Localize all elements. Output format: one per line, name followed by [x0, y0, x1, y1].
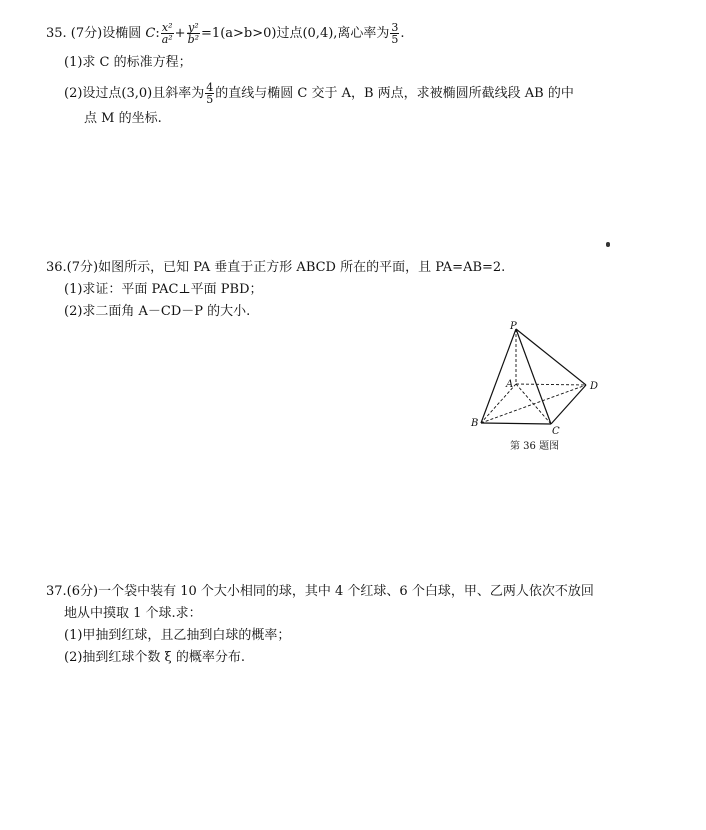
q35-part2-cont: 点 M 的坐标.: [84, 111, 162, 126]
diag-bd: [481, 385, 586, 423]
q35-frac-y: [187, 22, 200, 45]
edge-bc: [481, 423, 551, 424]
q35-frac-x: [161, 22, 174, 45]
q35-plus: +: [174, 26, 186, 41]
figure-caption: 第 36 题图: [510, 441, 560, 452]
q37-line2: 地从中摸取 1 个球.求：: [64, 606, 202, 621]
q35-part2: [64, 82, 574, 105]
edge-cd: [551, 385, 586, 424]
pyramid-figure: [466, 320, 616, 450]
q37-part2: (2)抽到红球个数 ξ 的概率分布.: [64, 650, 245, 665]
q36-header: 36.(7分)如图所示，已知 PA 垂直于正方形 ABCD 所在的平面，且 PA=AB=2.: [46, 260, 506, 275]
q35-head-b: =1(a>b>0)过点(0,4),离心率为: [201, 26, 390, 41]
label-d: D: [590, 381, 599, 392]
q35-ellipse-name: C: [145, 26, 156, 41]
q36-part1: (1)求证：平面 PAC⊥平面 PBD；: [64, 282, 263, 297]
q35-part2-b: 的直线与椭圆 C 交于 A，B 两点，求被椭圆所截线段 AB 的中: [215, 86, 574, 101]
label-b: B: [471, 418, 479, 429]
frac-slope-num: 4: [206, 81, 214, 94]
frac-slope-den: 5: [206, 93, 214, 106]
q35-frac-slope: [205, 82, 214, 105]
label-a: A: [506, 379, 514, 390]
label-p: P: [510, 321, 517, 332]
frac-y-num: y²: [187, 21, 199, 34]
q35-part2-a: (2)设过点(3,0)且斜率为: [64, 86, 205, 101]
q35-end: .: [400, 26, 405, 41]
frac-x-den: a²: [161, 33, 173, 46]
q35-head-a: 35. (7分)设椭圆: [46, 26, 146, 41]
q35-part1: (1)求 C 的标准方程；: [64, 55, 192, 70]
q37-part1: (1)甲抽到红球，且乙抽到白球的概率；: [64, 628, 291, 643]
ink-dot: [606, 242, 610, 247]
edge-pb: [481, 329, 516, 423]
frac-e-den: 5: [391, 33, 399, 46]
edge-ad: [516, 384, 586, 385]
frac-x-num: x²: [161, 21, 173, 34]
q35-frac-e: [390, 22, 399, 45]
q35-header: [46, 22, 405, 45]
q36-part2: (2)求二面角 A－CD－P 的大小.: [64, 304, 251, 319]
frac-e-num: 3: [391, 21, 399, 34]
label-c: C: [552, 426, 560, 437]
q37-line1: 37.(6分)一个袋中装有 10 个大小相同的球，其中 4 个红球、6 个白球，甲、乙两人依次不放回: [46, 584, 594, 599]
frac-y-den: b²: [187, 33, 200, 46]
q35-colon: :: [155, 26, 160, 41]
